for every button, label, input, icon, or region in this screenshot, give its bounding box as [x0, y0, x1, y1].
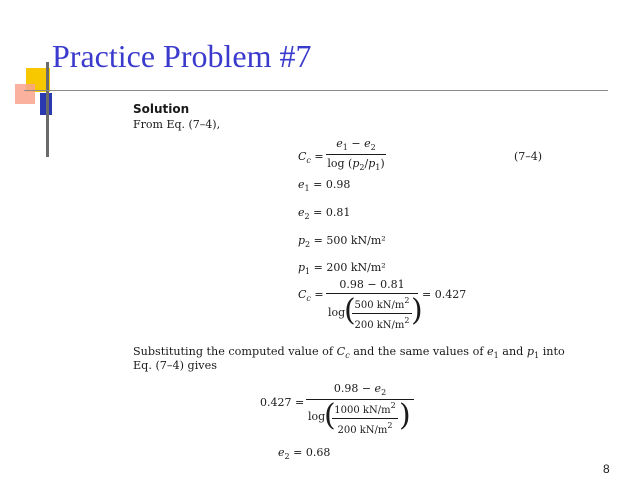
substituted-fraction [306, 382, 414, 400]
substituted-inner-num: 1000 $kN/m^2$ [334, 401, 396, 416]
cc-calc-lhs: $C_c$ = [298, 288, 324, 303]
slide: Practice Problem #7 Solution From Eq. (7–4), $C_c$ = $e_1 - e_2$ $\log (p_2/p_1)$ (7–4) $e_1 = 0.98$ $e_2 = 0.81$ $p_2 = 500$ kN/m² $p_1 = 200$ kN/m² $C_c$ = 0.98 − 0.81 log ( 500 $kN/m^2$ 200 $kN/m^2$ ) = 0.427 Substituting the computed value of $C_c$ and the same values of $e_1$ and $p_1$ into Eq. (7–4) gives 0.427 = $0.98 - e_2$ log ( 1000 $kN/m^2$ 200 $kN/m^2$ ) $e_2 = 0.68$ 8 [0, 0, 638, 478]
cc-calc-log: log [328, 306, 346, 319]
decor-vertical-line [46, 62, 49, 157]
cc-calc-inner-fraction [352, 296, 412, 331]
cc-calc-numerator: 0.98 − 0.81 [339, 278, 405, 291]
substituted-lhs: 0.427 = [260, 396, 305, 409]
solution-heading: Solution [133, 102, 190, 116]
e1-value: $e_1 = 0.98$ [298, 178, 351, 193]
decor-red-square [15, 84, 35, 104]
cc-calc-fraction [326, 278, 418, 294]
title-underline [24, 90, 608, 91]
cc-numerator: $e_1 - e_2$ [336, 137, 376, 152]
cc-lhs: $C_c$ = [298, 150, 324, 165]
solution-intro: From Eq. (7–4), [133, 118, 221, 131]
substitution-text-line2: Eq. (7–4) gives [133, 359, 217, 372]
final-result: $e_2 = 0.68$ [278, 446, 331, 461]
slide-title: Practice Problem #7 [52, 38, 312, 74]
page-number: 8 [603, 462, 610, 476]
cc-fraction [326, 137, 386, 172]
substituted-log: log [308, 410, 326, 423]
cc-calc-inner-den: 200 $kN/m^2$ [354, 316, 410, 331]
equation-tag: (7–4) [514, 150, 543, 163]
p2-value: $p_2 = 500$ kN/m² [298, 234, 386, 249]
substitution-text-line1: Substituting the computed value of $C_c$ and the same values of $e_1$ and $p_1$ into [133, 345, 565, 360]
cc-calc-inner-num: 500 $kN/m^2$ [354, 296, 410, 311]
cc-denominator: $\log (p_2/p_1)$ [327, 157, 385, 172]
substituted-inner-fraction [332, 401, 398, 436]
p1-value: $p_1 = 200$ kN/m² [298, 261, 386, 276]
e2-value: $e_2 = 0.81$ [298, 206, 351, 221]
substituted-numerator: $0.98 - e_2$ [333, 382, 387, 397]
cc-calc-result: = 0.427 [422, 288, 467, 301]
substituted-inner-den: 200 $kN/m^2$ [337, 421, 393, 436]
